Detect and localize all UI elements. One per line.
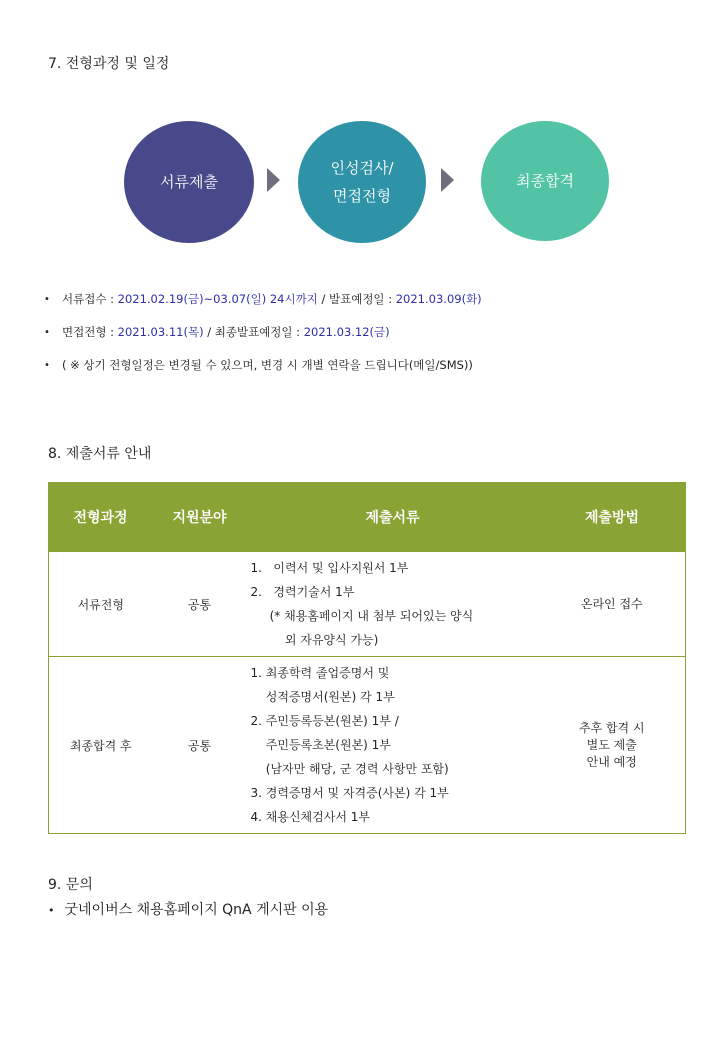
section7-title: 7. 전형과정 및 일정 bbox=[48, 56, 170, 72]
method-line: 온라인 접수 bbox=[580, 596, 643, 611]
schedule-label: 서류접수 : bbox=[62, 292, 118, 306]
schedule-value: 2021.03.09(화) bbox=[395, 292, 482, 306]
table-row bbox=[49, 552, 686, 657]
table-row bbox=[49, 657, 686, 834]
section9-title: 9. 문의 bbox=[48, 877, 93, 893]
document-line: 성적증명서(원본) 각 1부 bbox=[250, 690, 395, 704]
step-arrow-icon bbox=[267, 168, 280, 192]
document-line: (남자만 해당, 군 경력 사항만 포함) bbox=[250, 762, 449, 776]
document-line: 2. 경력기술서 1부 bbox=[250, 585, 355, 599]
step-final-pass bbox=[481, 121, 609, 241]
step-label: 서류제출 bbox=[160, 173, 218, 191]
schedule-separator: / 최종발표예정일 : bbox=[203, 325, 304, 339]
stage-cell: 최종합격 후 bbox=[49, 657, 153, 834]
inquiry-text: 굿네이버스 채용홈페이지 QnA 게시판 이용 bbox=[64, 902, 329, 918]
field-cell: 공통 bbox=[153, 552, 247, 657]
method-line: 별도 제출 bbox=[586, 737, 637, 752]
documents-cell bbox=[247, 552, 539, 657]
step-label-line1: 인성검사/ bbox=[330, 159, 394, 177]
schedule-value: 2021.02.19(금)~03.07(일) 24시까지 bbox=[117, 292, 318, 306]
method-line: 추후 합격 시 bbox=[578, 720, 645, 735]
bullet-icon: • bbox=[48, 904, 55, 917]
bullet-icon: • bbox=[44, 327, 50, 338]
header-stage: 전형과정 bbox=[49, 483, 153, 552]
table-header-row bbox=[49, 483, 686, 552]
inquiry-item bbox=[48, 899, 328, 919]
method-line: 안내 예정 bbox=[586, 754, 637, 769]
header-documents: 제출서류 bbox=[247, 483, 539, 552]
document-line: 외 자유양식 가능) bbox=[250, 633, 379, 647]
documents-cell bbox=[247, 657, 539, 834]
schedule-value: 2021.03.12(금) bbox=[303, 325, 390, 339]
document-line: 1. 이력서 및 입사지원서 1부 bbox=[250, 561, 409, 575]
bullet-icon: • bbox=[44, 294, 50, 305]
schedule-value: 2021.03.11(목) bbox=[117, 325, 204, 339]
bullet-icon: • bbox=[44, 360, 50, 371]
schedule-separator: / 발표예정일 : bbox=[317, 292, 396, 306]
documents-table bbox=[48, 482, 686, 834]
step-personality-interview bbox=[298, 121, 426, 243]
method-cell bbox=[539, 657, 686, 834]
schedule-note-text: ( ※ 상기 전형일정은 변경될 수 있으며, 변경 시 개별 연락을 드립니다(메일/SMS)) bbox=[62, 358, 473, 372]
document-line: 3. 경력증명서 및 자격증(사본) 각 1부 bbox=[250, 786, 449, 800]
header-method: 제출방법 bbox=[539, 483, 686, 552]
document-line: 주민등록초본(원본) 1부 bbox=[250, 738, 391, 752]
method-cell bbox=[539, 552, 686, 657]
step-label-line2: 면접전형 bbox=[333, 187, 391, 205]
step-document-submission bbox=[124, 121, 254, 243]
document-line: 1. 최종학력 졸업증명서 및 bbox=[250, 666, 390, 680]
field-cell: 공통 bbox=[153, 657, 247, 834]
section8-title: 8. 제출서류 안내 bbox=[48, 446, 152, 462]
stage-cell: 서류전형 bbox=[49, 552, 153, 657]
document-line: (* 채용홈페이지 내 첨부 되어있는 양식 bbox=[250, 609, 474, 623]
document-line: 4. 채용신체검사서 1부 bbox=[250, 810, 370, 824]
schedule-label: 면접전형 : bbox=[62, 325, 118, 339]
step-arrow-icon bbox=[441, 168, 454, 192]
document-line: 2. 주민등록등본(원본) 1부 / bbox=[250, 714, 399, 728]
step-label: 최종합격 bbox=[516, 172, 574, 190]
header-field: 지원분야 bbox=[153, 483, 247, 552]
